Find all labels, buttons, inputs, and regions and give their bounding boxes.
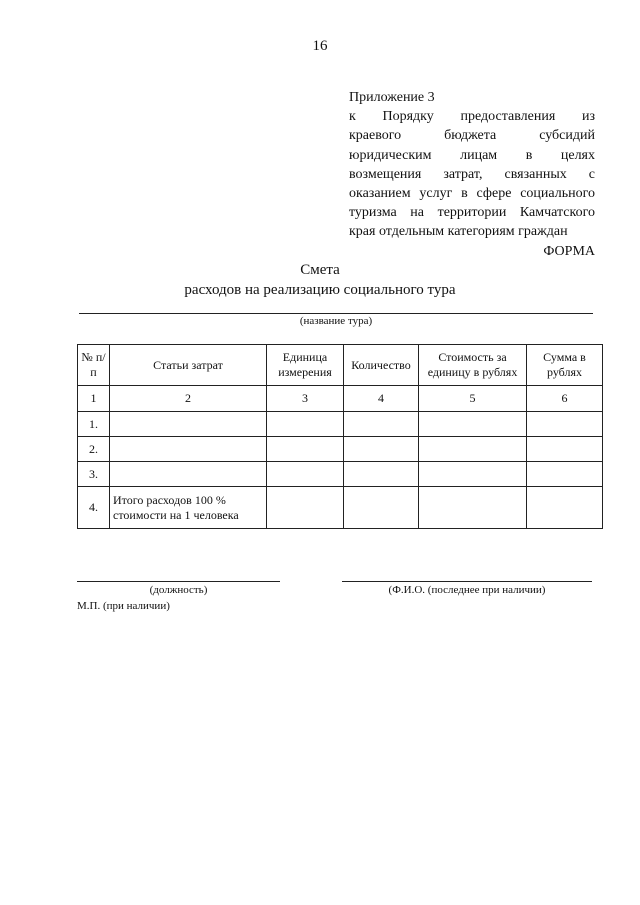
quantity-cell [344,462,419,487]
table-row [78,412,603,437]
document-heading [0,260,640,300]
row-number: 4. [78,487,110,529]
position-signature-line [77,581,280,582]
quantity-cell [344,437,419,462]
table-row [78,462,603,487]
page-number: 16 [312,38,328,54]
cost-item-cell [110,412,267,437]
cost-item-cell [110,462,267,487]
sum-cell [527,487,603,529]
table-row-total [78,487,603,529]
document-title: Смета [300,262,340,278]
unit-cell [267,412,344,437]
stamp-note: М.П. (при наличии) [77,600,170,612]
unit-price-cell [419,412,527,437]
unit-price-cell [419,437,527,462]
sum-cell [527,462,603,487]
column-header: Количество [344,345,419,386]
document-subtitle: расходов на реализацию социального тура [184,282,456,298]
cost-item-cell [110,437,267,462]
appendix-line: края отдельным категориям граждан [349,224,568,240]
column-number-row [78,386,603,412]
column-header: Сумма в рублях [527,345,603,386]
column-number: 2 [110,386,267,412]
appendix-line: юридическим лицам в целях [349,147,595,163]
column-header: Единица измерения [267,345,344,386]
appendix-line: краевого бюджета субсидий [349,128,595,144]
unit-cell [267,487,344,529]
column-number: 4 [344,386,419,412]
estimate-table [77,344,603,529]
position-caption: (должность) [149,584,208,596]
appendix-line: возмещения затрат, связанных с [349,166,595,182]
quantity-cell [344,487,419,529]
name-caption: (Ф.И.О. (последнее при наличии) [388,584,546,596]
unit-price-cell [419,487,527,529]
sum-cell [527,437,603,462]
unit-cell [267,462,344,487]
unit-price-cell [419,462,527,487]
quantity-cell [344,412,419,437]
unit-cell [267,437,344,462]
appendix-line: туризма на территории Камчатского [349,205,595,221]
tour-name-line [79,313,593,314]
name-signature-line [342,581,592,582]
column-number: 5 [419,386,527,412]
row-number: 3. [78,462,110,487]
appendix-title: Приложение 3 [349,90,435,105]
appendix-block [349,88,595,261]
column-header: Статьи затрат [110,345,267,386]
form-label: ФОРМА [543,243,595,259]
column-header: Стоимость за единицу в рублях [419,345,527,386]
table-row [78,437,603,462]
column-number: 6 [527,386,603,412]
row-number: 2. [78,437,110,462]
appendix-line: оказанием услуг в сфере социального [349,186,595,202]
sum-cell [527,412,603,437]
table-header-row [78,345,603,386]
cost-item-cell: Итого расходов 100 % стоимости на 1 человека [110,487,267,529]
column-number: 1 [78,386,110,412]
tour-name-caption: (название тура) [299,315,373,327]
appendix-line: к Порядку предоставления из [349,109,595,125]
row-number: 1. [78,412,110,437]
column-number: 3 [267,386,344,412]
column-header: № п/п [78,345,110,386]
